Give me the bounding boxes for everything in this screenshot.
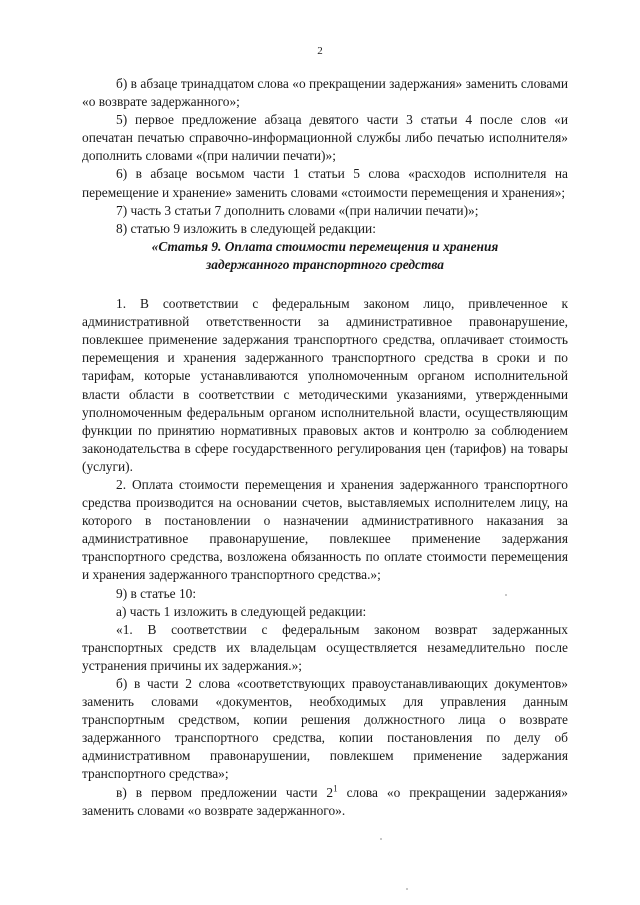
paragraph: 6) в абзаце восьмом части 1 статьи 5 слова «расходов исполнителя на перемещение и хранение» заменить словами «стоимости перемещения и хранения»; xyxy=(82,166,568,200)
scan-speck xyxy=(505,594,507,596)
paragraph-text: в) в первом предложении части 2 xyxy=(116,784,334,800)
page-number: 2 xyxy=(317,45,323,57)
paragraph: б) в абзаце тринадцатом слова «о прекращении задержания» заменить словами «о возврате задержанного»; xyxy=(82,76,568,110)
article-heading-line: «Статья 9. Оплата стоимости перемещения и хранения xyxy=(151,238,499,254)
paragraph: 5) первое предложение абзаца девятого части 3 статьи 4 после слов «и опечатан печатью справочно-информационной службы либо печатью исполнителя» дополнить словами «(при наличии печати)»; xyxy=(82,112,568,164)
scan-speck xyxy=(406,888,408,890)
paragraph: «1. В соответствии с федеральным законом возврат задержанных транспортных средств их владельцам осуществляется незамедлительно после устранения причины их задержания.»; xyxy=(82,621,568,673)
paragraph: 9) в статье 10: xyxy=(116,585,197,601)
document-body xyxy=(82,75,568,820)
paragraph: 1. В соответствии с федеральным законом лицо, привлеченное к административной ответственности за административное правонарушение, повлекшее применение задержания транспортного средства, оплачивает стоимость перемещения и хранения задержанного транспортного средства в сроки и по тарифам, которые устанавливаются уполномоченным органом исполнительной власти области в соответствии с методическими указаниями, утвержденными уполномоченным федеральным органом исполнительной власти, осуществляющим функции по принятию нормативных правовых актов и контролю за соблюдением законодательства в сфере государственного регулирования цен (тарифов) на товары (услуги). xyxy=(82,296,568,474)
article-heading-line: задержанного транспортного средства xyxy=(206,256,444,272)
paragraph: 8) статью 9 изложить в следующей редакции: xyxy=(116,220,376,236)
article-heading xyxy=(82,238,568,274)
scan-speck xyxy=(380,838,382,840)
paragraph: 7) часть 3 статьи 7 дополнить словами «(при наличии печати)»; xyxy=(116,202,479,218)
paragraph: б) в части 2 слова «соответствующих правоустанавливающих документов» заменить словами «документов, необходимых для управления данным транспортным средством, копии решения должностного лица о возврате задержанного транспортного средства, копии постановления по делу об административном правонарушении, повлекшем применение задержания транспортного средства»; xyxy=(82,676,568,782)
paragraph-text: слова «о прекращении задержания» заменить словами «о возврате задержанного». xyxy=(82,784,568,818)
paragraph xyxy=(82,784,568,820)
superscript: 1 xyxy=(333,783,338,794)
paragraph: 2. Оплата стоимости перемещения и хранения задержанного транспортного средства производится на основании счетов, выставляемых исполнителем лицу, на которого в постановлении о назначении административного наказания за административное правонарушение, повлекшее применение задержания транспортного средства, возложена обязанность по оплате стоимости перемещения и хранения задержанного транспортного средства.»; xyxy=(82,476,568,583)
paragraph: а) часть 1 изложить в следующей редакции: xyxy=(116,603,367,619)
